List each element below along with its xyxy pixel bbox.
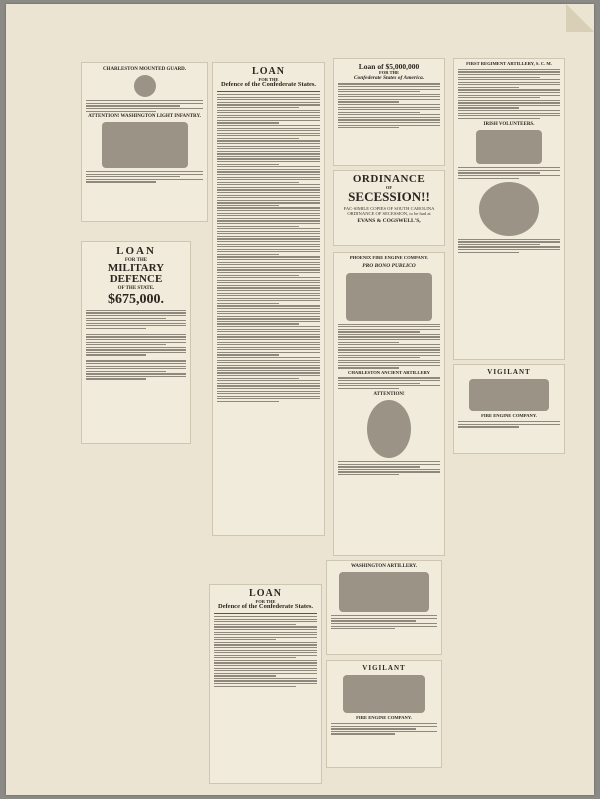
ordinance-caption: FAC-SIMILE COPIES OF SOUTH CAROLINA ORDINANCE OF SECESSION, to be had at bbox=[343, 205, 435, 217]
ordinance-seller: EVANS & COGSWELL'S, bbox=[357, 217, 421, 224]
fire-engine-engraving bbox=[469, 379, 549, 411]
loan-sub2: MILITARY DEFENCE bbox=[107, 261, 165, 286]
eagle-engraving bbox=[102, 122, 188, 168]
loan-sub1: FOR THE bbox=[258, 76, 279, 82]
clip-first-regiment bbox=[453, 58, 565, 360]
clip-vigilant-right bbox=[453, 364, 565, 454]
clip-loan-military bbox=[81, 241, 191, 444]
clip-loan-defence-top bbox=[212, 62, 325, 536]
loan-sub2: Defence of the Confederate States. bbox=[217, 603, 314, 611]
loan-heading: LOAN bbox=[249, 588, 282, 599]
phoenix-engraving bbox=[346, 273, 432, 321]
loan-sub1: FOR THE bbox=[124, 257, 148, 263]
vigilant-label: VIGILANT bbox=[487, 368, 531, 376]
loan-amount: $675,000. bbox=[108, 292, 164, 308]
loan-heading: LOAN bbox=[116, 245, 156, 257]
loan-sub2: Confederate States of America. bbox=[353, 74, 425, 81]
artillery-heading: CHARLESTON ANCIENT ARTILLERY bbox=[348, 369, 430, 375]
vigilant-label: VIGILANT bbox=[362, 664, 406, 672]
vigilant-footer: FIRE ENGINE COMPANY. bbox=[481, 413, 537, 419]
phoenix-motto: PRO BONO PUBLICO bbox=[362, 262, 416, 269]
attention-heading: ATTENTION! bbox=[373, 391, 405, 397]
loan-heading: LOAN bbox=[252, 66, 285, 77]
clip-vigilant-bottom bbox=[326, 660, 442, 768]
ordinance-heading2: SECESSION!! bbox=[348, 189, 430, 205]
clip-washington-artillery bbox=[326, 560, 442, 655]
loan-sub1: FOR THE bbox=[255, 598, 276, 604]
clip-title: CHARLESTON MOUNTED GUARD. bbox=[102, 67, 187, 72]
page-corner bbox=[566, 4, 594, 32]
regiment-title: FIRST REGIMENT ARTILLERY, S. C. M. bbox=[466, 61, 552, 66]
clip-loan-defence-bottom bbox=[209, 584, 322, 784]
loan-heading: Loan of $5,000,000 bbox=[358, 62, 420, 71]
clip-mounted-guard bbox=[81, 62, 208, 222]
cannon-engraving bbox=[339, 572, 429, 612]
clip-loan-5m bbox=[333, 58, 445, 166]
fire-engine-engraving bbox=[343, 675, 425, 713]
attention-heading: ATTENTION! WASHINGTON LIGHT INFANTRY. bbox=[88, 113, 201, 119]
ordinance-sub: OF bbox=[385, 184, 393, 190]
drum-engraving bbox=[479, 182, 539, 236]
irish-heading: IRISH VOLUNTEERS. bbox=[483, 121, 535, 127]
clip-phoenix bbox=[333, 252, 445, 556]
loan-sub3: OF THE STATE. bbox=[117, 285, 155, 291]
horseman-engraving bbox=[134, 75, 156, 97]
ordinance-heading1: ORDINANCE bbox=[352, 173, 426, 185]
clip-ordinance bbox=[333, 170, 445, 246]
artillery-title: WASHINGTON ARTILLERY. bbox=[350, 564, 418, 569]
vigilant-footer: FIRE ENGINE COMPANY. bbox=[356, 715, 412, 721]
irish-harp-engraving bbox=[476, 130, 542, 164]
phoenix-title: PHOENIX FIRE ENGINE COMPANY. bbox=[349, 255, 429, 260]
loan-sub1: FOR THE bbox=[378, 69, 400, 75]
palmetto-seal bbox=[367, 400, 411, 458]
loan-sub2: Defence of the Confederate States. bbox=[220, 81, 317, 89]
